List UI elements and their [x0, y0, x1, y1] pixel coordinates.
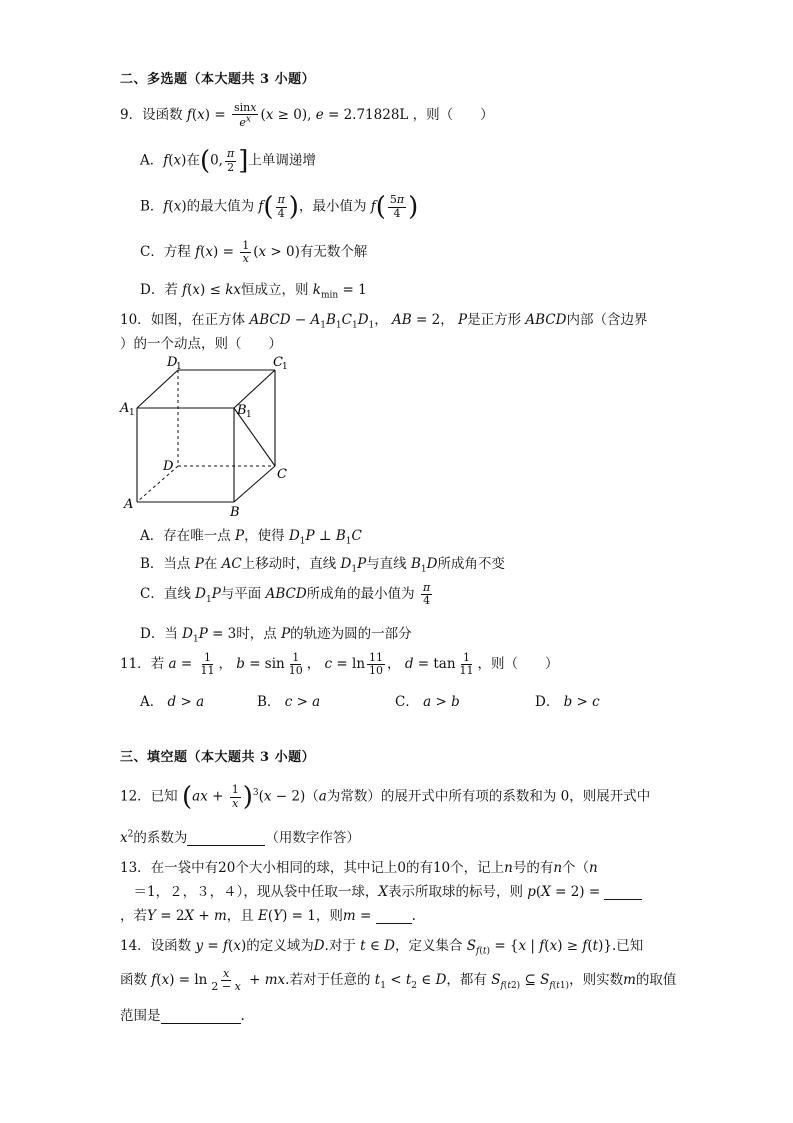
edge-a1d1	[137, 370, 178, 408]
fraction: $\frac{\sin x}{e^x}$	[233, 101, 257, 129]
svg-text:1: 1	[246, 410, 252, 420]
question-9-option-d[interactable]: D．若 f(x) ≤ kx恒成立，则 $k_{min} = 1$	[140, 282, 367, 301]
question-9-stem: 9．设函数 f(x) = $\frac{\sin x}{e^x}$ (x ≥ 0), e = 2.71828L ，则（ ）	[120, 101, 494, 129]
question-14-line2: 函数 f(x) = ln $\frac{x}{2 - x}$ + mx.若对于任意的 $t_1 < t_2$ ∈ D，都有 $S_{f(t2)}$ ⊆ $S_{f(t1)}$，则实数m的取值	[120, 967, 677, 994]
question-10-option-c[interactable]: C．直线 $D_1P$与平面 ABCD所成角的最小值为 $\frac{\pi}{4}$	[140, 581, 431, 608]
label-d1: D	[167, 355, 178, 370]
question-10-option-a[interactable]: A．存在唯一点 P，使得 $D_1P$ ⊥ $B_1C$	[140, 528, 362, 547]
label-b: B	[230, 505, 240, 518]
section-title-fill-in: 三、填空题（本大题共 3 小题）	[120, 750, 316, 765]
question-13-line3: ，若Y = 2X + m，且 E(Y) = 1，则m = .	[120, 908, 416, 924]
answer-blank[interactable]	[376, 909, 412, 924]
question-11-stem: 11．若 a = $\frac{1}{11}$ ， b = sin $\frac{1}{10}$ ， c = ln $\frac{11}{10}$ ， d = tan $\frac{1}{11}$ ，则（ ）	[120, 651, 559, 678]
answer-blank[interactable]	[161, 1009, 241, 1024]
svg-text:1: 1	[282, 362, 288, 372]
question-12-line1: 12．已知 (ax + $\frac{1}{x}$ )$^3$(x − 2)（a为常数）的展开式中所有项的系数和为 0，则展开式中	[120, 782, 651, 812]
question-11-option-b[interactable]: B． c > a	[257, 694, 321, 710]
question-10-option-d[interactable]: D．当 $D_1P = 3$时，点 P的轨迹为圆的一部分	[140, 626, 412, 645]
question-10-option-b[interactable]: B．当点 P在 AC上移动时，直线 $D_1P$与直线 $B_1D$所成角不变	[140, 556, 505, 575]
question-9-option-c[interactable]: C．方程 f(x) = $\frac{1}{x}$ (x > 0)有无数个解	[140, 239, 368, 266]
svg-text:1: 1	[176, 362, 182, 372]
question-9-option-b[interactable]: B．f(x)的最大值为 f( $\frac{\pi}{4}$ )，最小值为 f( $\frac{5\pi}{4}$ )	[140, 192, 419, 222]
label-c: C	[277, 467, 287, 482]
label-b1: B	[237, 403, 247, 418]
answer-blank[interactable]	[604, 885, 642, 900]
section-title-multiple-choice: 二、多选题（本大题共 3 小题）	[120, 72, 316, 87]
question-11-option-a[interactable]: A． d > a	[140, 694, 205, 710]
question-11-option-d[interactable]: D． b > c	[535, 694, 600, 710]
cube-figure	[118, 352, 298, 518]
edge-bc	[234, 466, 275, 502]
question-14-line1: 14．设函数 y = f(x)的定义域为D.对于 t ∈ D，定义集合 $S_{f(t)} = \{x$ | f(x) ≥ f(t)}.已知	[120, 938, 644, 957]
label-c1: C	[273, 355, 283, 370]
question-14-line3: 范围是 .	[120, 1008, 245, 1024]
svg-text:1: 1	[129, 408, 135, 418]
answer-blank[interactable]	[187, 831, 265, 846]
question-10-stem-line2: ）的一个动点，则（ ）	[120, 336, 282, 352]
question-10-stem-line1: 10．如图，在正方体 ABCD − $A_1B_1C_1D_1$， AB = 2， P是正方形 ABCD内部（含边界	[120, 312, 648, 331]
question-9-option-a[interactable]: A．f(x)在(0, $\frac{\pi}{2}$ ]上单调递增	[140, 146, 316, 176]
question-13-line2: ＝1，２，３，４），现从袋中任取一球，X表示所取球的标号，则 p(X = 2) =	[120, 880, 642, 900]
label-a1: A	[120, 401, 130, 416]
label-d: D	[163, 459, 174, 474]
label-a: A	[124, 497, 134, 512]
question-11-option-c[interactable]: C． a > b	[395, 694, 460, 710]
question-13-line1: 13．在一袋中有20个大小相同的球，其中记上0的有10个，记上n号的有n个（n	[120, 860, 598, 876]
question-12-line2: $x^2$的系数为 （用数字作答）	[120, 829, 360, 846]
